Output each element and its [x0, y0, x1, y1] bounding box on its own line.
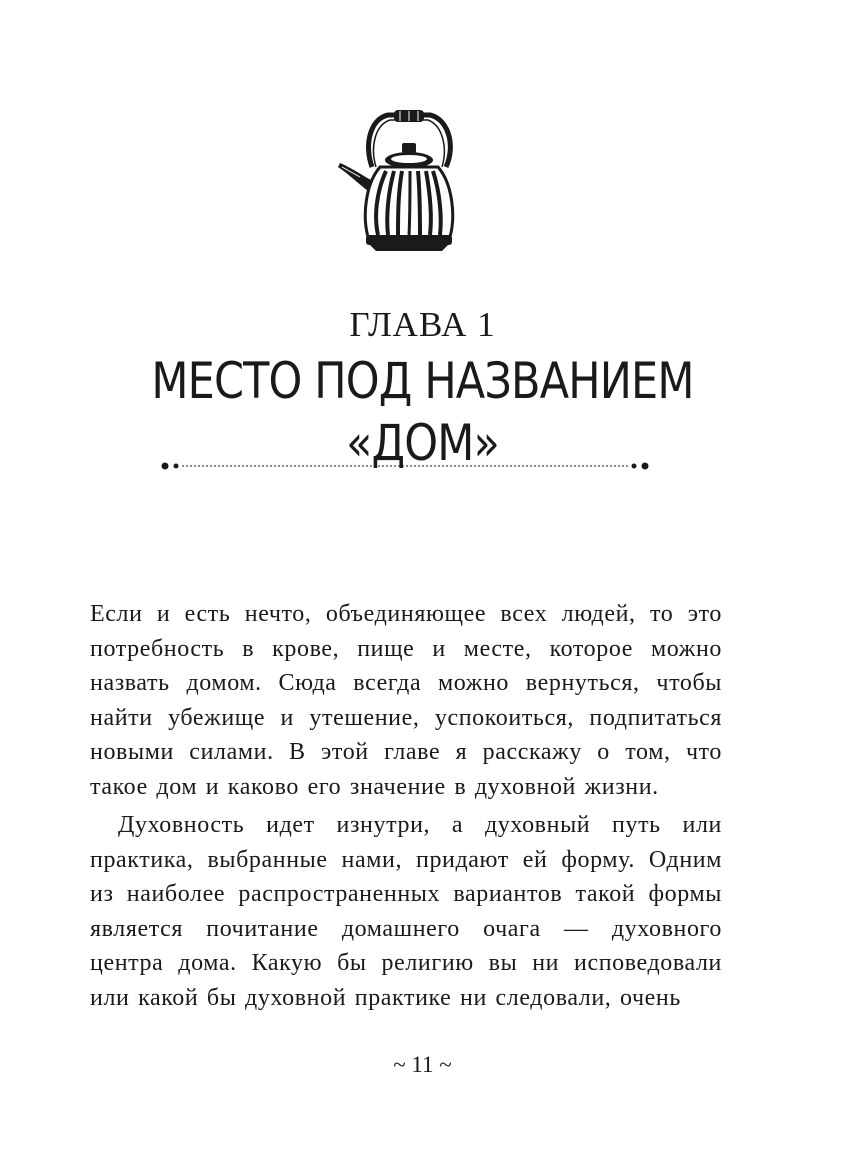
- kettle-icon: [330, 105, 480, 255]
- page-number: ~ 11 ~: [393, 1052, 452, 1077]
- paragraph-2: Духовность идет изнутри, а духовный путь или практика, выбранные нами, придают ей форму. Одним из наиболее распространенных вариантов такой формы является почитание домашнего очага — духовного центра дома. Какую бы религию вы ни исповедовали или какой бы духовной практике ни следовали, очень: [90, 812, 722, 1011]
- chapter-label: ГЛАВА 1: [349, 305, 496, 344]
- chapter-title: [59, 350, 786, 474]
- body-text: [90, 597, 722, 1015]
- chapter-title-line-2: «ДОМ»: [346, 414, 499, 472]
- chapter-title-line-1: МЕСТО ПОД НАЗВАНИЕМ: [151, 352, 694, 410]
- dotted-divider-icon: [160, 460, 650, 472]
- paragraph-1: Если и есть нечто, объединяющее всех людей, то это потребность в крове, пище и месте, которое можно назвать домом. Сюда всегда можно вернуться, чтобы найти убежище и утешение, успокоиться, подпитаться новыми силами. В этой главе я расскажу о том, что такое дом и каково его значение в духовной жизни.: [90, 601, 722, 800]
